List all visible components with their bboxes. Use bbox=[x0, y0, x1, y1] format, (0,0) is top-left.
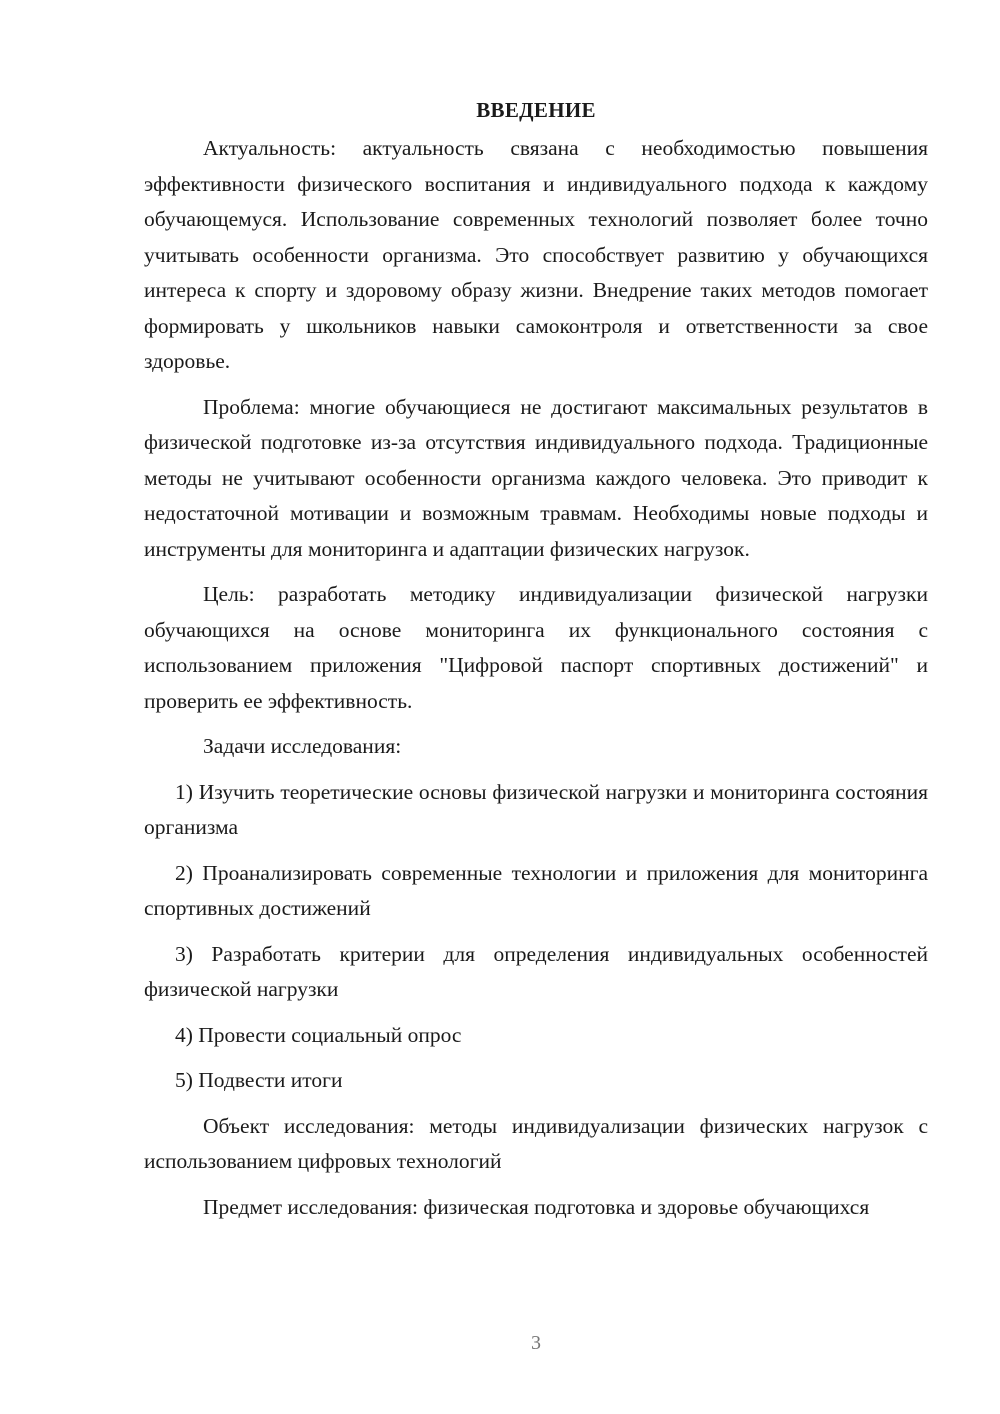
page-heading: ВВЕДЕНИЕ bbox=[476, 98, 596, 122]
tasks-list bbox=[144, 775, 928, 1099]
tasks-title: Задачи исследования: bbox=[203, 734, 402, 758]
paragraph-object: Объект исследования: методы индивидуализации физических нагрузок с использованием цифровых технологий bbox=[144, 1113, 928, 1173]
task-item-4: 4) Провести социальный опрос bbox=[175, 1022, 462, 1047]
paragraph-subject: Предмет исследования: физическая подготовка и здоровье обучающихся bbox=[203, 1194, 870, 1219]
paragraph-problem: Проблема: многие обучающиеся не достигают максимальных результатов в физической подготовке из-за отсутствия индивидуального подхода. Традиционные методы не учитывают особенности организма каждого человека. Это приводит к недостаточной мотивации и возможным травмам. Необходимы новые подходы и инструменты для мониторинга и адаптации физических нагрузок. bbox=[144, 394, 928, 561]
task-item-1: 1) Изучить теоретические основы физической нагрузки и мониторинга состояния организма bbox=[144, 779, 928, 839]
task-item-3: 3) Разработать критерии для определения индивидуальных особенностей физической нагрузки bbox=[144, 941, 928, 1001]
page-number: 3 bbox=[531, 1332, 541, 1354]
paragraph-relevance: Актуальность: актуальность связана с необходимостью повышения эффективности физического воспитания и индивидуального подхода к каждому обучающемуся. Использование современных технологий позволяет более точно учитывать особенности организма. Это способствует развитию у обучающихся интереса к спорту и здоровому образу жизни. Внедрение таких методов помогает формировать у школьников навыки самоконтроля и ответственности за свое здоровье. bbox=[144, 136, 928, 373]
paragraph-goal: Цель: разработать методику индивидуализации физической нагрузки обучающихся на основе мониторинга их функционального состояния с использованием приложения "Цифровой паспорт спортивных достижений" и проверить ее эффективность. bbox=[144, 582, 928, 713]
task-item-2: 2) Проанализировать современные технологии и приложения для мониторинга спортивных достижений bbox=[144, 860, 928, 920]
page-content bbox=[144, 95, 928, 1235]
task-item-5: 5) Подвести итоги bbox=[175, 1068, 343, 1092]
